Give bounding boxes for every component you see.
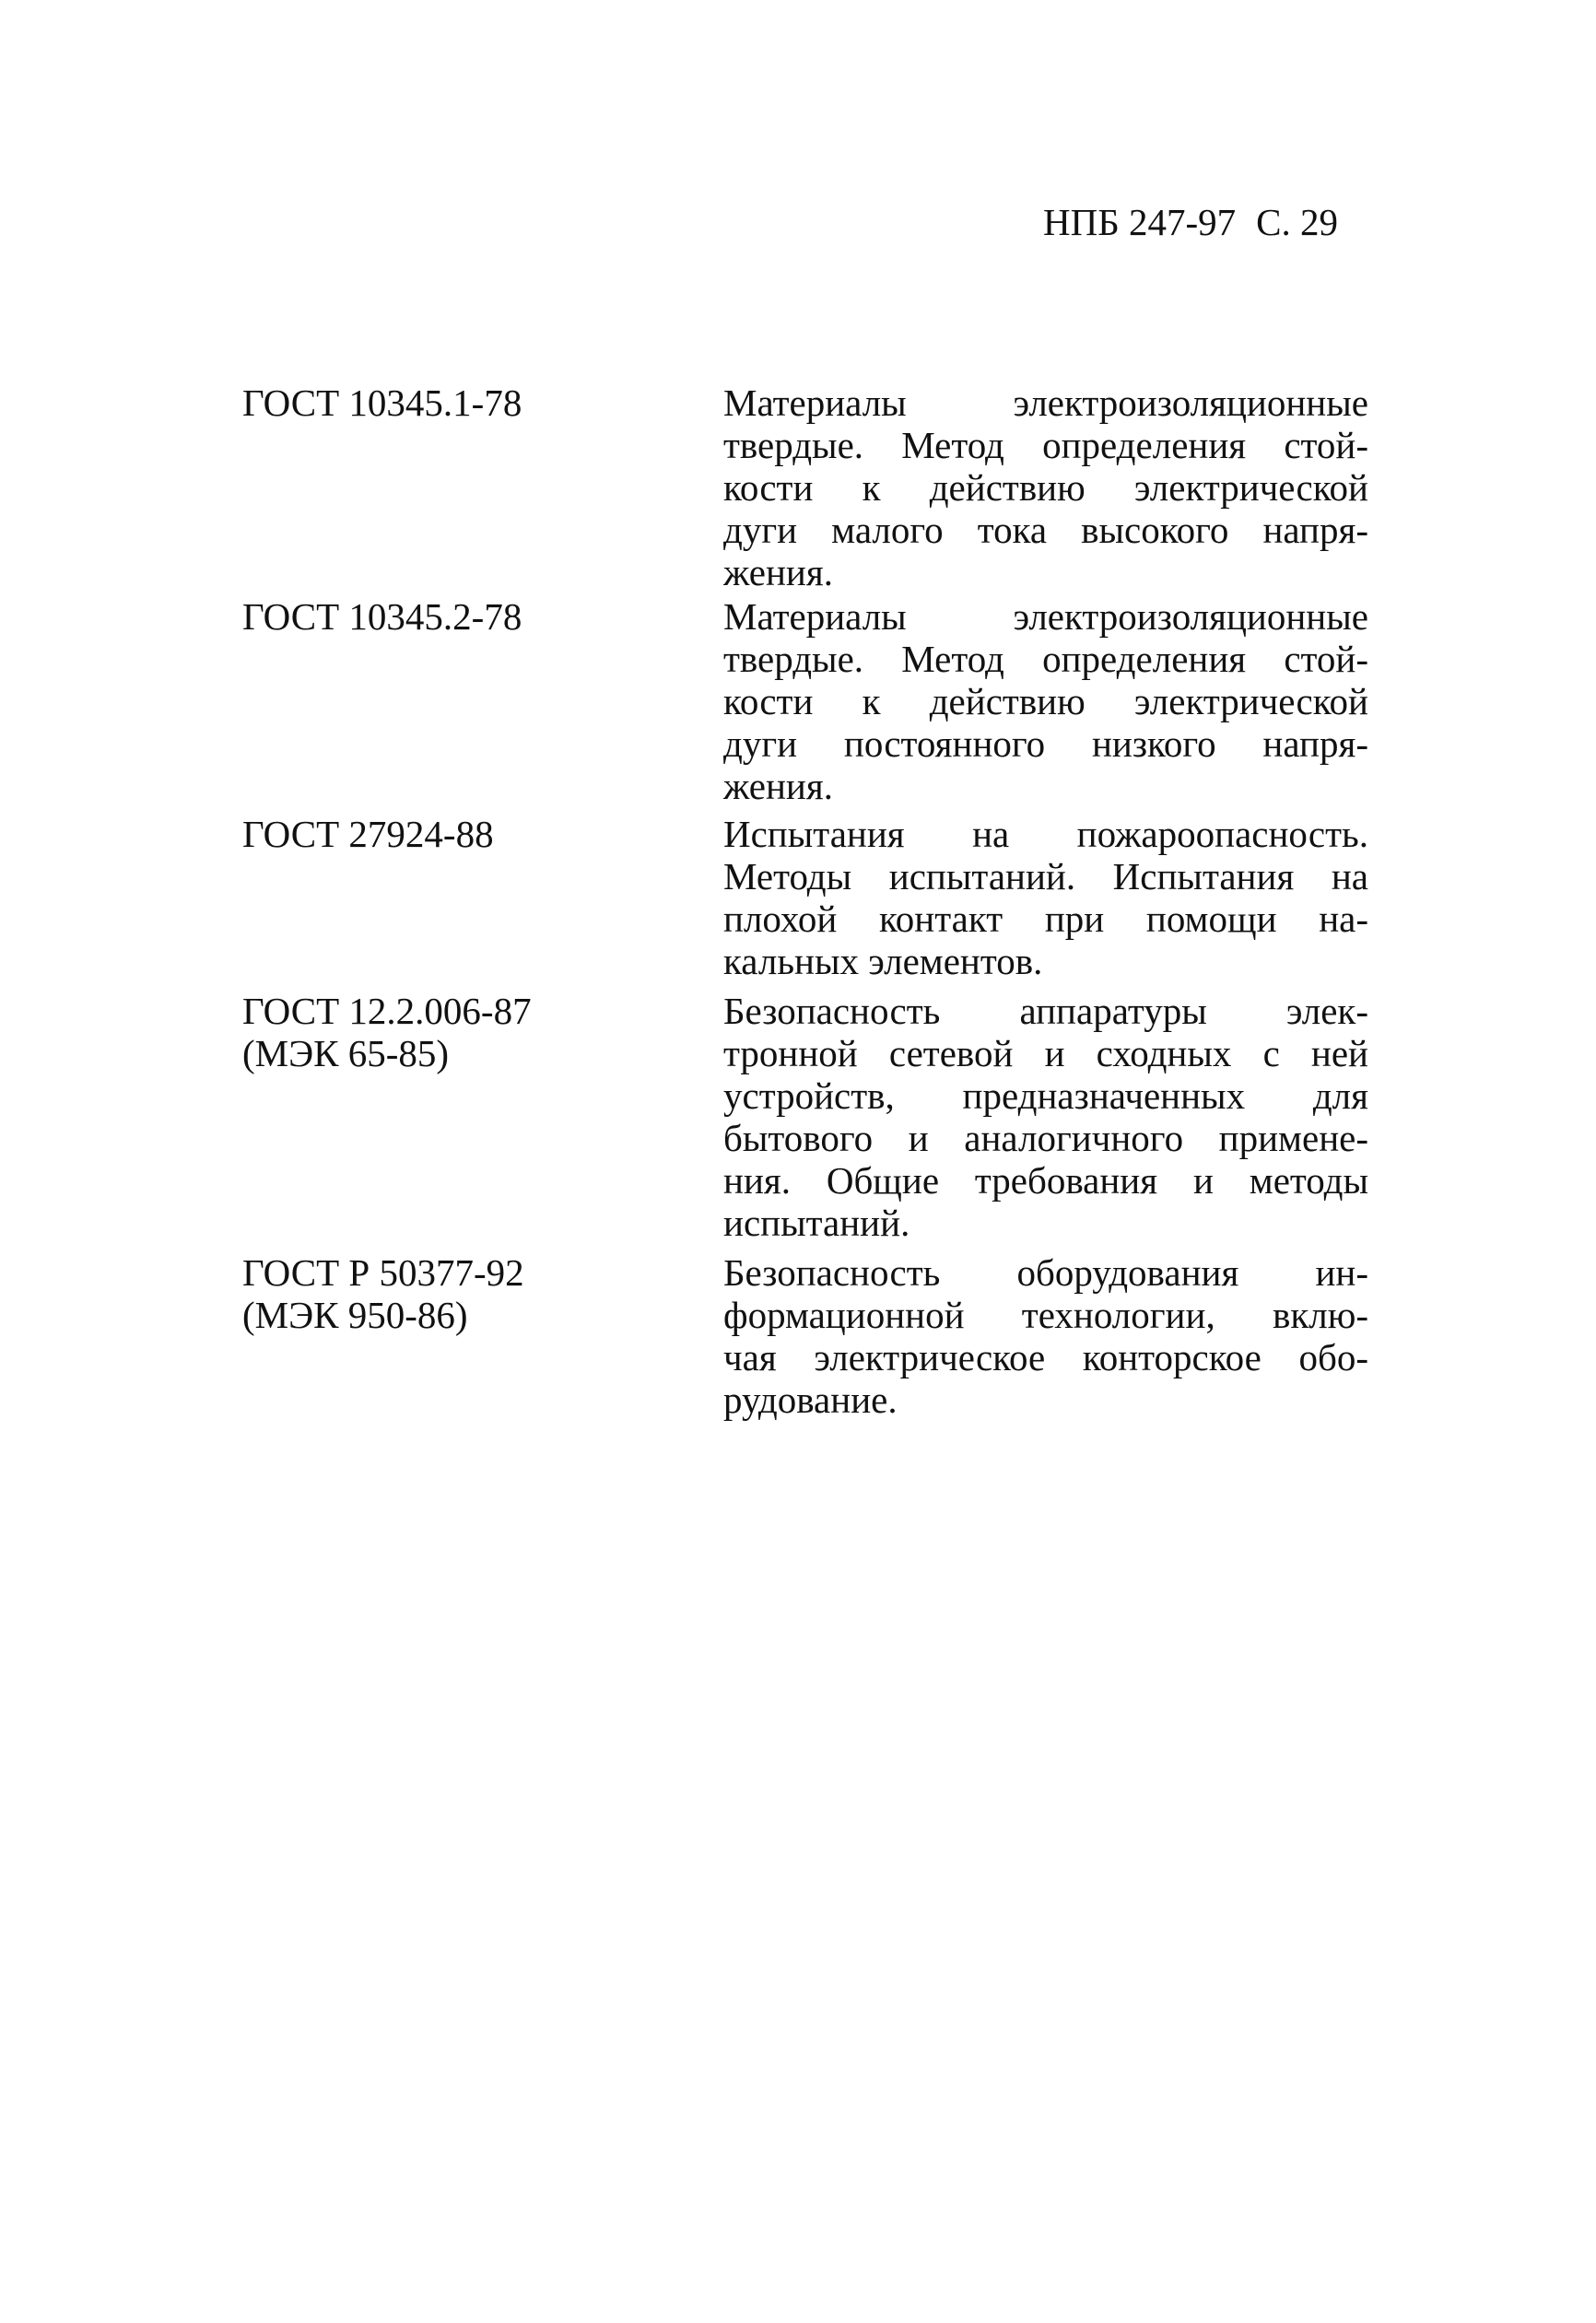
standard-entry: [242, 990, 1368, 1244]
standard-title-line: бытового и аналогичного примене-: [723, 1117, 1368, 1159]
standard-code: [242, 813, 723, 982]
standard-title-line: Испытания на пожароопасность.: [723, 813, 1368, 855]
standard-title-line: жения.: [723, 765, 833, 807]
standard-title-line: кальных элементов.: [723, 940, 1043, 982]
standard-entry: [242, 1251, 1368, 1421]
standard-title-line: кости к действию электрической: [723, 680, 1368, 722]
standard-title-line: дуги малого тока высокого напря-: [723, 509, 1368, 551]
page-header: [1043, 199, 1338, 245]
standard-title-line: Материалы электроизоляционные: [723, 595, 1368, 638]
standard-title: [723, 990, 1368, 1244]
standard-title-line: жения.: [723, 551, 833, 593]
standard-title-line: кости к действию электрической: [723, 466, 1368, 509]
standard-title: [723, 595, 1368, 807]
standard-entry: [242, 595, 1368, 807]
standard-code-line: (МЭК 950-86): [242, 1294, 468, 1336]
standard-title: [723, 1251, 1368, 1421]
standard-code: [242, 1251, 723, 1421]
standard-code: [242, 381, 723, 593]
standard-code: [242, 990, 723, 1244]
standard-code-line: ГОСТ 27924-88: [242, 813, 494, 855]
standard-title: [723, 381, 1368, 593]
standard-title-line: Методы испытаний. Испытания на: [723, 855, 1368, 898]
standard-title-line: Материалы электроизоляционные: [723, 381, 1368, 424]
standard-title-line: ния. Общие требования и методы: [723, 1159, 1368, 1202]
standard-title-line: формационной технологии, вклю-: [723, 1294, 1368, 1336]
standard-entry: [242, 381, 1368, 593]
standard-title-line: плохой контакт при помощи на-: [723, 898, 1368, 940]
standard-code-line: ГОСТ Р 50377-92: [242, 1251, 524, 1294]
standard-title-line: Безопасность аппаратуры элек-: [723, 990, 1368, 1032]
standard-code-line: (МЭК 65-85): [242, 1032, 450, 1074]
standard-title-line: твердые. Метод определения стой-: [723, 424, 1368, 466]
page-number: С. 29: [1256, 201, 1339, 243]
standard-title-line: чая электрическое конторское обо-: [723, 1336, 1368, 1379]
document-code: НПБ 247-97: [1043, 201, 1237, 243]
standard-code-line: ГОСТ 12.2.006-87: [242, 990, 532, 1032]
standard-code: [242, 595, 723, 807]
standard-entry: [242, 813, 1368, 982]
standard-title-line: твердые. Метод определения стой-: [723, 638, 1368, 680]
standard-title-line: испытаний.: [723, 1202, 910, 1244]
standard-code-line: ГОСТ 10345.1-78: [242, 381, 522, 424]
standard-title-line: тронной сетевой и сходных с ней: [723, 1032, 1368, 1074]
standard-title-line: устройств, предназначенных для: [723, 1074, 1368, 1117]
standard-code-line: ГОСТ 10345.2-78: [242, 595, 522, 638]
standard-title-line: рудование.: [723, 1379, 898, 1421]
standard-title-line: Безопасность оборудования ин-: [723, 1251, 1368, 1294]
standard-title-line: дуги постоянного низкого напря-: [723, 722, 1368, 765]
standard-title: [723, 813, 1368, 982]
standards-list: [242, 381, 1368, 1426]
